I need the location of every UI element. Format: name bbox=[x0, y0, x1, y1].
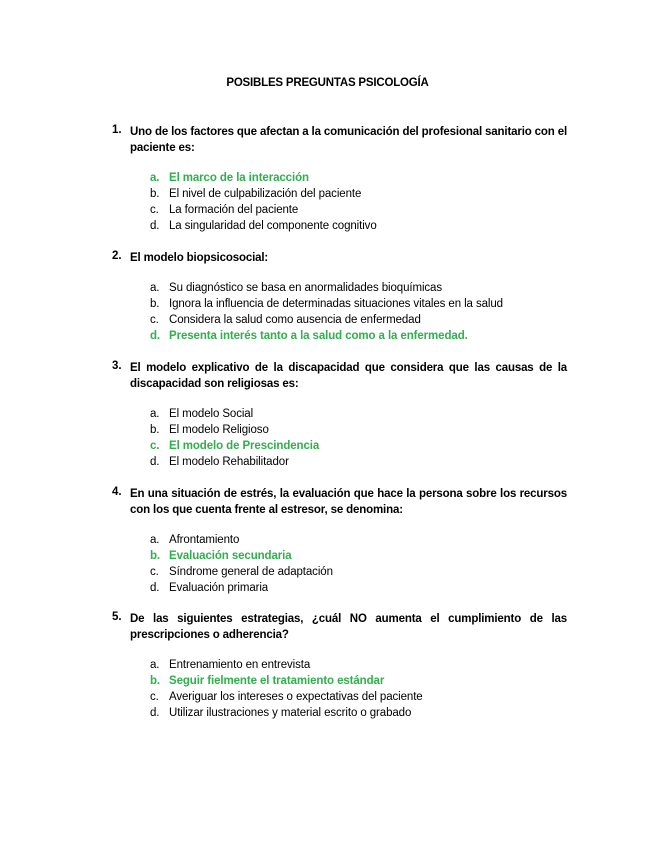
option-text: Presenta interés tanto a la salud como a la enfermedad. bbox=[169, 330, 468, 342]
option-letter: a. bbox=[150, 172, 160, 184]
question-number: 2. bbox=[112, 250, 122, 262]
option-1b bbox=[150, 186, 567, 202]
option-3b bbox=[150, 422, 567, 438]
option-text: Entrenamiento en entrevista bbox=[169, 659, 311, 671]
option-letter: b. bbox=[150, 675, 161, 687]
option-letter: b. bbox=[150, 550, 161, 562]
question-5 bbox=[112, 611, 567, 721]
options-list bbox=[150, 170, 567, 234]
option-2c bbox=[150, 312, 567, 328]
option-text: Afrontamiento bbox=[169, 534, 240, 546]
option-letter: c. bbox=[150, 566, 159, 578]
question-text: Uno de los factores que afectan a la comunicación del profesional sanitario con el paciente es: bbox=[130, 126, 567, 154]
option-text: El modelo de Prescindencia bbox=[169, 440, 320, 452]
question-4 bbox=[112, 486, 567, 596]
question-number: 3. bbox=[112, 360, 122, 372]
option-letter: d. bbox=[150, 582, 160, 594]
option-text: Ignora la influencia de determinadas situaciones vitales en la salud bbox=[169, 298, 503, 310]
option-3c bbox=[150, 438, 567, 454]
option-4b bbox=[150, 548, 567, 564]
question-text: De las siguientes estrategias, ¿cuál NO aumenta el cumplimiento de las prescripciones o adherencia? bbox=[130, 613, 567, 641]
option-1a bbox=[150, 170, 567, 186]
option-text: El modelo Rehabilitador bbox=[169, 456, 289, 468]
option-letter: c. bbox=[150, 204, 159, 216]
option-2d bbox=[150, 328, 567, 344]
page-title: POSIBLES PREGUNTAS PSICOLOGÍA bbox=[226, 77, 429, 89]
question-number: 5. bbox=[112, 611, 122, 623]
option-2b bbox=[150, 296, 567, 312]
option-letter: d. bbox=[150, 456, 160, 468]
option-text: Síndrome general de adaptación bbox=[169, 566, 333, 578]
option-letter: c. bbox=[150, 314, 159, 326]
option-letter: d. bbox=[150, 707, 160, 719]
options-list bbox=[150, 532, 567, 596]
option-text: Evaluación primaria bbox=[169, 582, 269, 594]
question-text: El modelo biopsicosocial: bbox=[130, 252, 269, 264]
option-text: Seguir fielmente el tratamiento estándar bbox=[169, 675, 385, 687]
option-text: Averiguar los intereses o expectativas del paciente bbox=[169, 691, 423, 703]
option-letter: c. bbox=[150, 440, 160, 452]
options-list bbox=[150, 280, 567, 344]
question-number: 1. bbox=[112, 124, 122, 136]
option-letter: a. bbox=[150, 408, 160, 420]
option-4a bbox=[150, 532, 567, 548]
question-1 bbox=[112, 124, 567, 234]
option-1c bbox=[150, 202, 567, 218]
option-4c bbox=[150, 564, 567, 580]
question-text: El modelo explicativo de la discapacidad que considera que las causas de la discapacidad son religiosas es: bbox=[130, 362, 567, 390]
option-2a bbox=[150, 280, 567, 296]
option-text: La singularidad del componente cognitivo bbox=[169, 220, 377, 232]
options-list bbox=[150, 657, 567, 721]
option-3a bbox=[150, 406, 567, 422]
option-letter: d. bbox=[150, 220, 160, 232]
option-text: El modelo Social bbox=[169, 408, 254, 420]
option-5d bbox=[150, 705, 567, 721]
option-letter: b. bbox=[150, 298, 160, 310]
option-3d bbox=[150, 454, 567, 470]
options-list bbox=[150, 406, 567, 470]
option-letter: d. bbox=[150, 330, 161, 342]
option-letter: a. bbox=[150, 534, 160, 546]
option-text: La formación del paciente bbox=[169, 204, 299, 216]
option-text: El marco de la interacción bbox=[169, 172, 309, 184]
option-text: Su diagnóstico se basa en anormalidades bioquímicas bbox=[169, 282, 442, 294]
question-text: En una situación de estrés, la evaluación que hace la persona sobre los recursos con los que cuenta frente al estresor, se denomina: bbox=[130, 488, 567, 516]
option-text: Considera la salud como ausencia de enfermedad bbox=[169, 314, 421, 326]
option-5a bbox=[150, 657, 567, 673]
option-letter: a. bbox=[150, 282, 160, 294]
option-5c bbox=[150, 689, 567, 705]
question-2 bbox=[112, 250, 567, 344]
option-1d bbox=[150, 218, 567, 234]
question-number: 4. bbox=[112, 486, 122, 498]
option-letter: c. bbox=[150, 691, 159, 703]
option-text: Utilizar ilustraciones y material escrito o grabado bbox=[169, 707, 412, 719]
option-text: El nivel de culpabilización del paciente bbox=[169, 188, 362, 200]
option-text: Evaluación secundaria bbox=[169, 550, 292, 562]
option-letter: b. bbox=[150, 424, 160, 436]
option-text: El modelo Religioso bbox=[169, 424, 269, 436]
option-4d bbox=[150, 580, 567, 596]
option-letter: a. bbox=[150, 659, 160, 671]
question-3 bbox=[112, 360, 567, 470]
option-5b bbox=[150, 673, 567, 689]
option-letter: b. bbox=[150, 188, 160, 200]
